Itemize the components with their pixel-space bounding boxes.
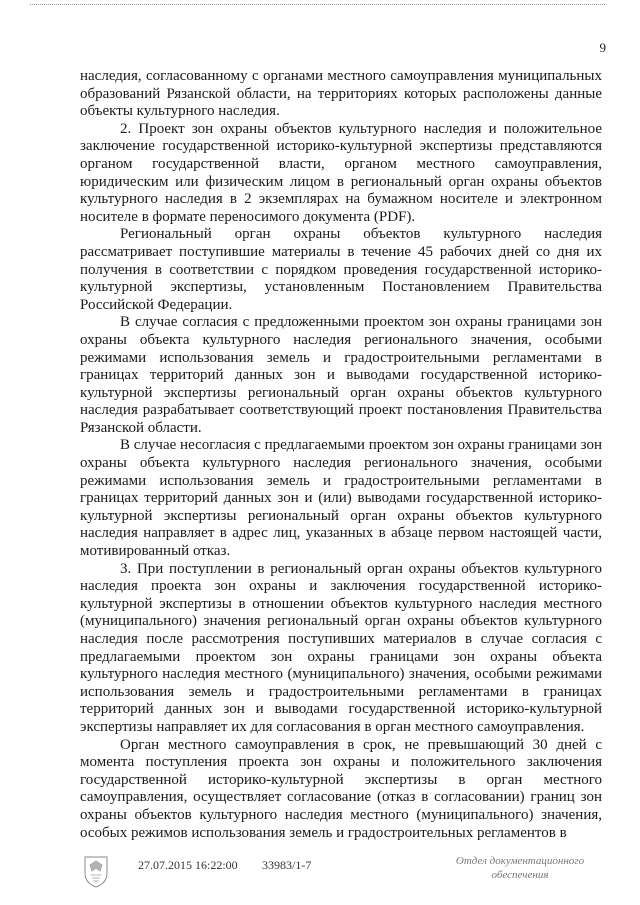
- paragraph-refusal-case: В случае несогласия с предлагаемыми проектом зон охраны границами зон охраны объекта культурного наследия регионального значения, особыми режимами использования земель и градостроительными регламентами в границах территорий данных зон и (или) выводами государственной историко-культурной экспертизы региональный орган охраны объектов культурного наследия направляет в адрес лиц, указанных в абзаце первом настоящей части, мотивированный отказ.: [80, 437, 602, 560]
- document-body: [80, 68, 602, 842]
- scan-edge-line: [30, 4, 605, 9]
- department-stamp-line: обеспечения: [491, 869, 549, 881]
- footer-timestamp: 27.07.2015 16:22:00: [138, 858, 238, 872]
- coat-of-arms-icon: [82, 853, 110, 889]
- paragraph-continuation: наследия, согласованному с органами местного самоуправления муниципальных образований Рязанской области, на территориях которых расположены данные объекты культурного наследия.: [80, 68, 602, 120]
- department-stamp: [430, 854, 610, 882]
- page-number: 9: [599, 40, 606, 55]
- paragraph-local-approval: Орган местного самоуправления в срок, не превышающий 30 дней с момента поступления проекта зон охраны и положительного заключения государственной историко-культурной экспертизы в орган местного самоуправления, осуществляет согласование (отказ в согласовании) границ зон охраны объектов культурного наследия местного (муниципального) значения, особых режимов использования земель и градостроительных регламентов в: [80, 736, 602, 841]
- paragraph-consent-case: В случае согласия с предложенными проектом зон охраны границами зон охраны объекта культурного наследия регионального значения, особыми режимами использования земель и градостроительными регламентами в границах территорий данных зон и выводами государственной историко-культурной экспертизы региональный орган охраны объектов культурного наследия разрабатывает соответствующий проект постановления Правительства Рязанской области.: [80, 314, 602, 436]
- paragraph-review-period: Региональный орган охраны объектов культурного наследия рассматривает поступившие материалы в течение 45 рабочих дней со дня их получения в соответствии с порядком проведения государственной историко-культурной экспертизы, установленным Постановлением Правительства Российской Федерации.: [80, 226, 602, 313]
- department-stamp-line: Отдел документационного: [455, 855, 585, 867]
- page-footer: [0, 848, 640, 898]
- footer-doc-id: 33983/1-7: [262, 858, 312, 872]
- paragraph-item-3: 3. При поступлении в региональный орган охраны объектов культурного наследия проекта зон охраны и заключения государственной историко-культурной экспертизы в отношении объектов культурного наследия местного (муниципального) значения региональный орган охраны объектов культурного наследия после рассмотрения поступивших материалов в случае согласия с предлагаемыми проектом зон охраны границами зон охраны объекта культурного наследия местного (муниципального) значения, особыми режимами использования земель и градостроительными регламентами в границах территорий данных зон и выводами государственной историко-культурной экспертизы направляет их для согласования в орган местного самоуправления.: [80, 560, 602, 735]
- paragraph-item-2: 2. Проект зон охраны объектов культурного наследия и положительное заключение государственной историко-культурной экспертизы представляются органом государственной власти, органом местного самоуправления, юридическим или физическим лицом в региональный орган охраны объектов культурного наследия в 2 экземплярах на бумажном носителе и электронном носителе в формате переносимого документа (PDF).: [80, 120, 602, 225]
